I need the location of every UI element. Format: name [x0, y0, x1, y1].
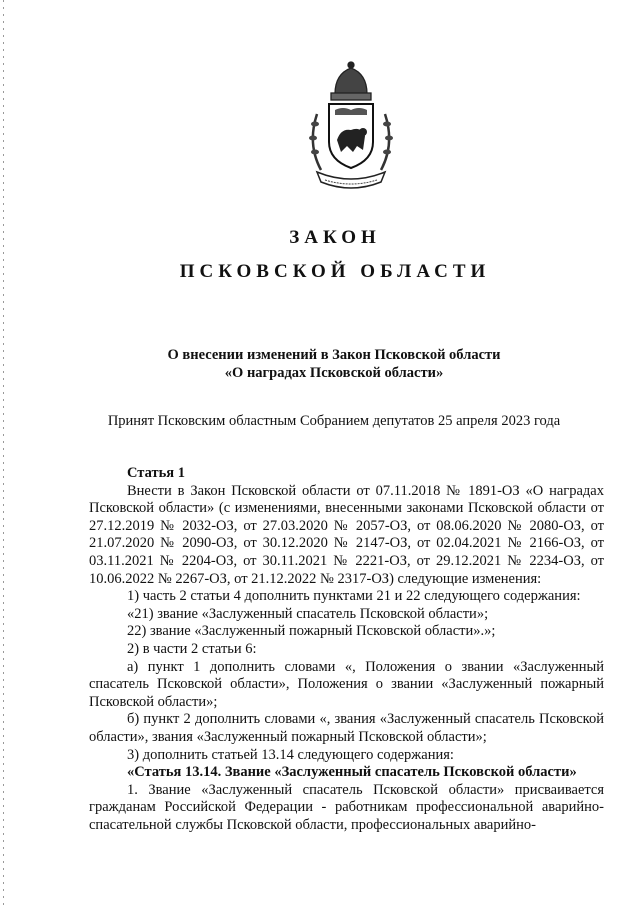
subject-line-1: О внесении изменений в Закон Псковской области — [167, 347, 501, 363]
adoption-note: Принят Псковским областным Собранием депутатов 25 апреля 2023 года — [107, 413, 561, 429]
paragraph: 1) часть 2 статьи 4 дополнить пунктами 21 и 22 следующего содержания: — [127, 588, 581, 605]
subject-line-2: «О наградах Псковской области» — [224, 365, 444, 381]
paragraph: б) пункт 2 дополнить словами «, звания «Заслуженный спасатель Псковской области», звания «Заслуженный пожарный Псковской области»; — [89, 711, 604, 745]
scan-edge — [3, 0, 4, 905]
law-body — [89, 465, 604, 834]
paragraph: «21) звание «Заслуженный спасатель Псковской области»; — [127, 605, 489, 622]
paragraph: 22) звание «Заслуженный пожарный Псковской области».»; — [127, 623, 496, 640]
paragraph: 1. Звание «Заслуженный спасатель Псковской области» присваивается гражданам Российской Федерации - работникам профессиональной аварийно-спасательной службы Псковской области, профессиональных аварийно- — [89, 781, 604, 833]
law-subject — [0, 346, 640, 382]
article-1-heading: Статья 1 — [127, 465, 185, 481]
paragraph: а) пункт 1 дополнить словами «, Положения о звании «Заслуженный спасатель Псковской области», Положения о звании «Заслуженный пожарный Псковской области»; — [89, 658, 604, 710]
document-type-title: ЗАКОН — [289, 227, 381, 248]
article-13-14-heading: «Статья 13.14. Звание «Заслуженный спасатель Псковской области» — [127, 764, 577, 781]
pskov-coat-of-arms-icon — [291, 60, 411, 200]
paragraph: Внести в Закон Псковской области от 07.11.2018 № 1891-ОЗ «О наградах Псковской области» (с изменениями, внесенными законами Псковской области от 27.12.2019 № 2032-ОЗ, от 27.03.2020 № 2057-ОЗ, от 08.06.2020 № 2080-ОЗ, от 21.07.2020 № 2090-ОЗ, от 30.12.2020 № 2147-ОЗ, от 02.04.2021 № 2166-ОЗ, от 03.11.2021 № 2204-ОЗ, от 30.11.2021 № 2221-ОЗ, от 29.12.2021 № 2234-ОЗ, от 10.06.2022 № 2267-ОЗ, от 21.12.2022 № 2317-ОЗ) следующие изменения: — [89, 482, 604, 587]
paragraph: 3) дополнить статьей 13.14 следующего содержания: — [127, 746, 454, 763]
paragraph: 2) в части 2 статьи 6: — [127, 640, 257, 657]
issuer-title: ПСКОВСКОЙ ОБЛАСТИ — [179, 261, 491, 282]
